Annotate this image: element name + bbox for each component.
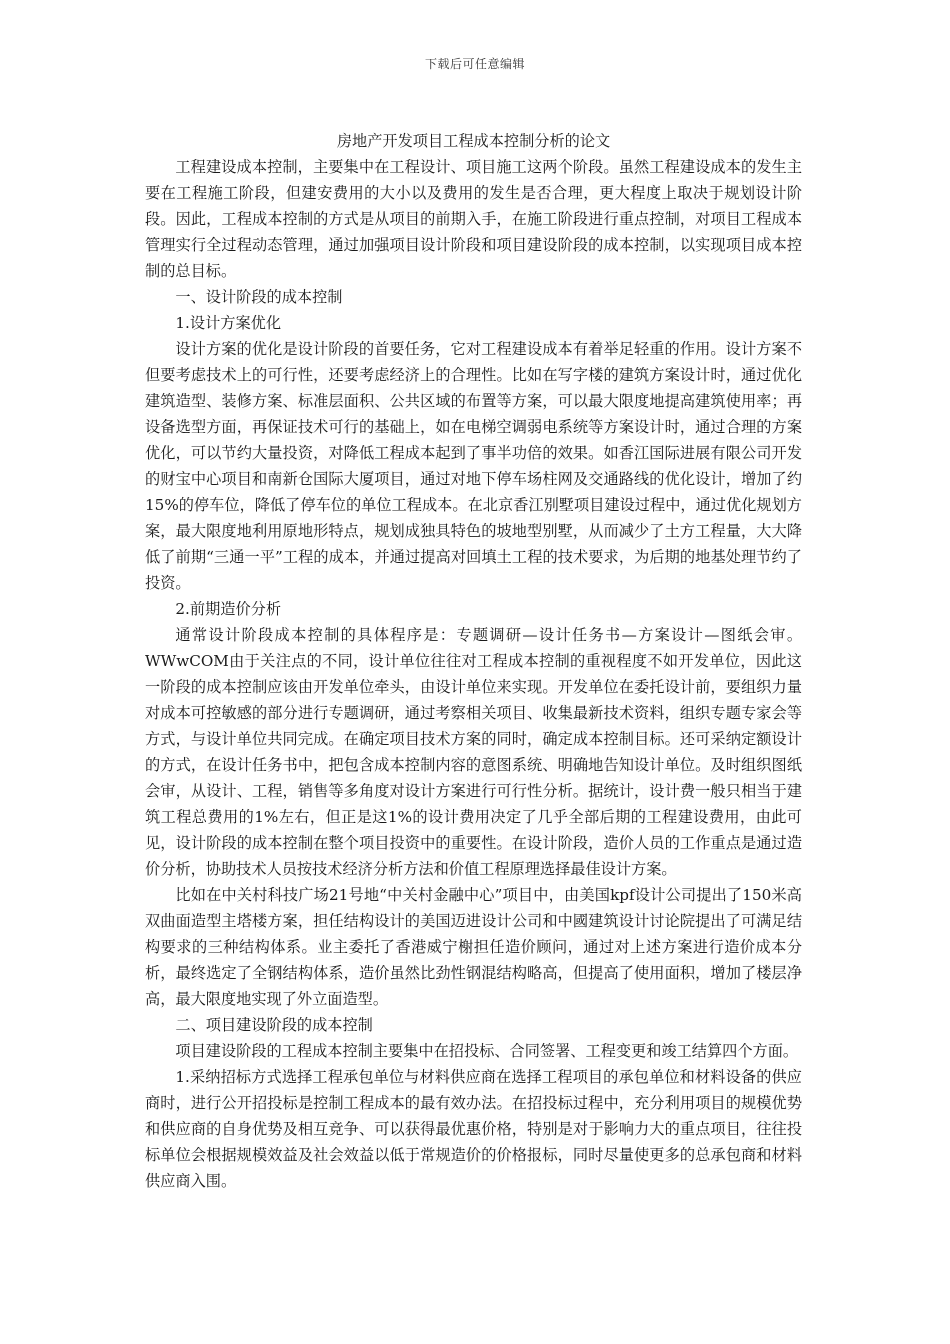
subsection-2-example-paragraph: 比如在中关村科技广场21号地“中关村金融中心”项目中，由美国kpf设计公司提出了150米高双曲面造型主塔楼方案，担任结构设计的美国迈进设计公司和中國建筑设计讨论院提出了可满足结构要求的三种结构体系。业主委托了香港威宁榭担任造价顾问，通过对上述方案进行造价成本分析，最终选定了全钢结构体系，造价虽然比劲性钢混结构略高，但提高了使用面积，增加了楼层净高，最大限度地实现了外立面造型。 <box>145 886 802 1008</box>
subsection-3-paragraph: 1.采纳招标方式选择工程承包单位与材料供应商在选择工程项目的承包单位和材料设备的供应商时，进行公开招投标是控制工程成本的最有效办法。在招投标过程中，充分利用项目的规模优势和供应商的自身优势及相互竞争、可以获得最优惠价格，特别是对于影响力大的重点项目，往往投标单位会根据规模效益及社会效益以低于常规造价的价格报标，同时尽量使更多的总承包商和材料供应商入围。 <box>145 1068 802 1190</box>
header-note: 下载后可任意编辑 <box>424 57 525 71</box>
section-2-heading: 二、项目建设阶段的成本控制 <box>175 1016 373 1034</box>
section-1-heading: 一、设计阶段的成本控制 <box>175 288 343 306</box>
subsection-1-paragraph: 设计方案的优化是设计阶段的首要任务，它对工程建设成本有着举足轻重的作用。设计方案不但要考虑技术上的可行性，还要考虑经济上的合理性。比如在写字楼的建筑方案设计时，通过优化建筑造型、装修方案、标准层面积、公共区域的布置等方案，可以最大限度地提高建筑使用率；再设备选型方面，再保证技术可行的基础上，如在电梯空调弱电系统等方案设计时，通过合理的方案优化，可以节约大量投资，对降低工程成本起到了事半功倍的效果。如香江国际进展有限公司开发的财宝中心项目和南新仓国际大厦项目，通过对地下停车场柱网及交通路线的优化设计，增加了约15%的停车位，降低了停车位的单位工程成本。在北京香江别墅项目建设过程中，通过优化规划方案，最大限度地利用原地形特点，规划成独具特色的坡地型别墅，从而减少了土方工程量，大大降低了前期“三通一平”工程的成本，并通过提高对回填土工程的技术要求，为后期的地基处理节约了投资。 <box>145 340 802 592</box>
subsection-1-heading: 1.设计方案优化 <box>175 314 282 332</box>
subsection-2-paragraph: 通常设计阶段成本控制的具体程序是：专题调研—设计任务书—方案设计—图纸会审。WWwCOM由于关注点的不同，设计单位往往对工程成本控制的重视程度不如开发单位，因此这一阶段的成本控制应该由开发单位牵头，由设计单位来实现。开发单位在委托设计前，要组织力量对成本可控敏感的部分进行专题调研，通过考察相关项目、收集最新技术资料，组织专题专家会等方式，与设计单位共同完成。在确定项目技术方案的同时，确定成本控制目标。还可采纳定额设计的方式，在设计任务书中，把包含成本控制内容的意图系统、明确地告知设计单位。及时组织图纸会审，从设计、工程，销售等多角度对设计方案进行可行性分析。据统计，设计费一般只相当于建筑工程总费用的1%左右，但正是这1%的设计费用决定了几乎全部后期的工程建设费用，由此可见，设计阶段的成本控制在整个项目投资中的重要性。在设计阶段，造价人员的工作重点是通过造价分析，协助技术人员按技术经济分析方法和价值工程原理选择最佳设计方案。 <box>145 626 802 878</box>
subsection-2-heading: 2.前期造价分析 <box>175 600 282 618</box>
document-title: 房地产开发项目工程成本控制分析的论文 <box>336 132 611 150</box>
document-body <box>145 128 802 1194</box>
section-2-intro-paragraph: 项目建设阶段的工程成本控制主要集中在招投标、合同签署、工程变更和竣工结算四个方面。 <box>175 1042 799 1060</box>
intro-paragraph: 工程建设成本控制，主要集中在工程设计、项目施工这两个阶段。虽然工程建设成本的发生主要在工程施工阶段，但建安费用的大小以及费用的发生是否合理，更大程度上取决于规划设计阶段。因此，工程成本控制的方式是从项目的前期入手，在施工阶段进行重点控制，对项目工程成本管理实行全过程动态管理，通过加强项目设计阶段和项目建设阶段的成本控制，以实现项目成本控制的总目标。 <box>145 158 802 280</box>
